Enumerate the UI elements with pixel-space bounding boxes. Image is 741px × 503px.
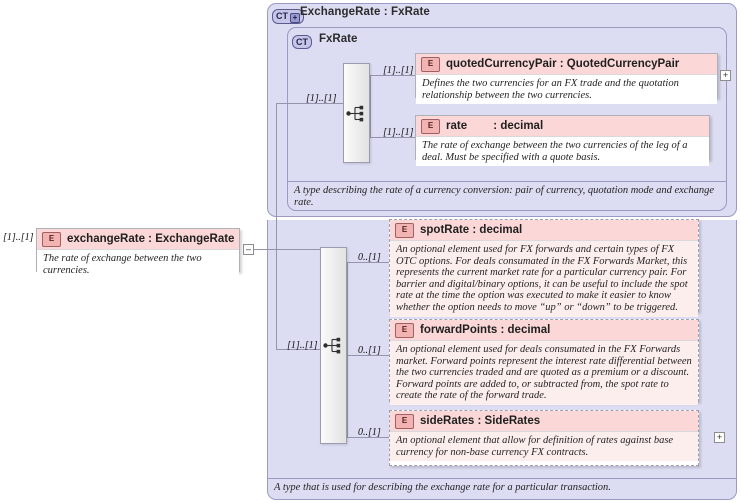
complextype-exchangerate-description: A type that is used for describing the exchange rate for a particular transaction. <box>268 478 736 499</box>
element-rate[interactable] <box>415 115 710 163</box>
element-badge-icon: E <box>42 232 61 247</box>
element-exchangerate-name: exchangeRate : ExchangeRate <box>67 233 235 245</box>
sequence-compositor-outer[interactable] <box>320 247 347 444</box>
element-forwardpoints[interactable] <box>389 319 699 402</box>
element-spotrate[interactable] <box>389 219 699 312</box>
element-badge-icon: E <box>395 323 414 338</box>
complextype-fxrate-description: A type describing the rate of a currency conversion: pair of currency, quotation mode and exchange rate. <box>288 181 726 210</box>
expand-toggle-quotedcurrencypair[interactable]: + <box>720 70 731 81</box>
connector-outer-sequence-spine <box>347 262 348 438</box>
ct-badge-text-inner: CT <box>296 37 308 47</box>
element-rate-header <box>416 116 709 137</box>
cardinality-rate: [1]..[1] <box>383 127 414 138</box>
element-rate-name: rate : decimal <box>446 120 544 132</box>
element-badge-icon: E <box>421 57 440 72</box>
cardinality-siderates: 0..[1] <box>358 427 381 438</box>
element-siderates[interactable] <box>389 410 699 466</box>
element-forwardpoints-name: forwardPoints : decimal <box>420 324 551 336</box>
cardinality-outer-sequence: [1]..[1] <box>287 340 318 351</box>
element-quotedcurrencypair-header <box>416 54 717 75</box>
cardinality-exchangerate: [1]..[1] <box>3 232 34 243</box>
cardinality-quotedcurrencypair: [1]..[1] <box>383 65 414 76</box>
element-siderates-name: sideRates : SideRates <box>420 415 541 427</box>
cardinality-forwardpoints: 0..[1] <box>358 345 381 356</box>
element-forwardpoints-header <box>390 320 698 341</box>
element-exchangerate[interactable] <box>36 228 240 276</box>
connector-trunk-vertical <box>276 103 277 350</box>
connector-inner-sequence-spine <box>370 75 371 138</box>
element-quotedcurrencypair-name: quotedCurrencyPair : QuotedCurrencyPair <box>446 58 680 70</box>
element-quotedcurrencypair[interactable] <box>415 53 718 101</box>
complextype-fxrate-title: FxRate <box>319 33 358 45</box>
ct-expand-plus-icon[interactable]: + <box>290 13 300 23</box>
complextype-exchangerate-title: ExchangeRate : FxRate <box>300 6 430 18</box>
connector-root-horizontal <box>253 249 321 250</box>
sequence-icon <box>323 337 345 354</box>
element-siderates-header <box>390 411 698 432</box>
element-quotedcurrencypair-description: Defines the two currencies for an FX trade and the quotation relationship between the two currencies. <box>416 75 717 104</box>
element-badge-icon: E <box>395 223 414 238</box>
sequence-compositor-inner[interactable] <box>343 63 370 163</box>
element-exchangerate-description: The rate of exchange between the two currencies. <box>37 250 239 279</box>
element-spotrate-description: An optional element used for FX forwards and certain types of FX OTC options. For deals consumated in the FX Forwards Market, this represents the current market rate for a particular currency pair. For barrier and digital/binary options, it can be useful to include the spot rate at the time the option was executed to make it easier to know whether the option needs to move “up” or “down” to be triggered. <box>390 241 698 317</box>
element-spotrate-name: spotRate : decimal <box>420 224 523 236</box>
element-badge-icon: E <box>421 119 440 134</box>
element-badge-icon: E <box>395 414 414 429</box>
collapse-toggle-exchangerate[interactable]: – <box>243 244 254 255</box>
expand-toggle-siderates[interactable]: + <box>714 432 725 443</box>
element-siderates-description: An optional element that allow for definition of rates against base currency for non-base currency FX contracts. <box>390 432 698 461</box>
sequence-icon <box>346 105 368 122</box>
cardinality-spotrate: 0..[1] <box>358 252 381 263</box>
element-spotrate-header <box>390 220 698 241</box>
cardinality-inner-sequence: [1]..[1] <box>306 93 337 104</box>
element-rate-description: The rate of exchange between the two currencies of the leg of a deal. Must be specified with a quote basis. <box>416 137 709 166</box>
complextype-fxrate-badge[interactable] <box>292 32 312 50</box>
element-forwardpoints-description: An optional element used for deals consumated in the FX Forwards market. Forward points represent the interest rate differential between the two currencies traded and are quoted as a premium or a discount. Forward points are added to, or subtracted from, the spot rate to create the rate of the forward trade. <box>390 341 698 405</box>
ct-badge-text: CT <box>276 11 288 21</box>
element-exchangerate-header <box>37 229 239 250</box>
